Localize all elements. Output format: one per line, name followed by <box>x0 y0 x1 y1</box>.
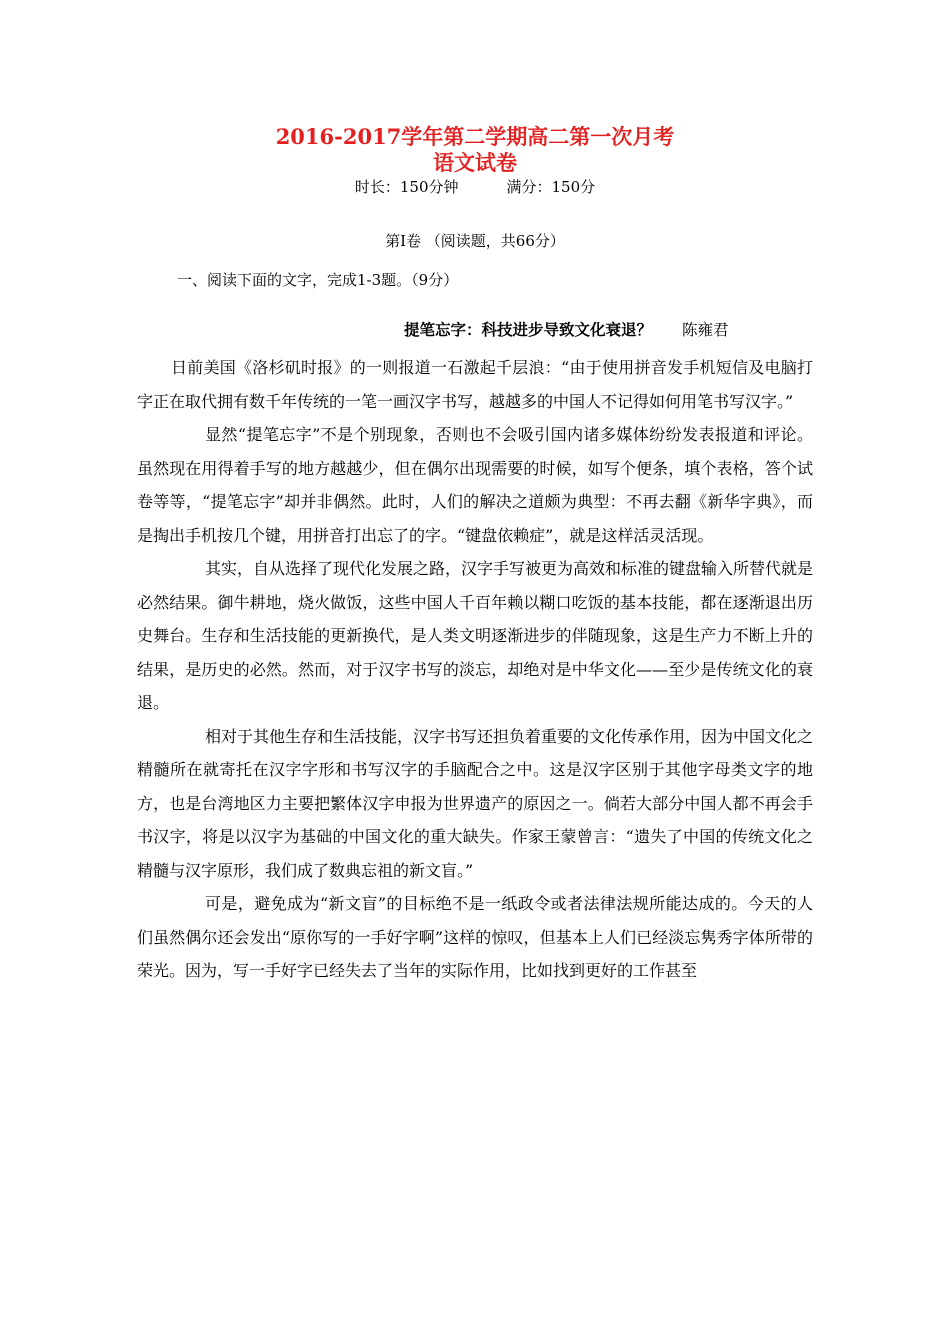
article-paragraph: 日前美国《洛杉矶时报》的一则报道一石激起千层浪：“由于使用拼音发手机短信及电脑打字正在取代拥有数千年传统的一笔一画汉字书写，越越多的中国人不记得如何用笔书写汉字。” <box>137 358 813 411</box>
article-body <box>137 351 813 988</box>
article-paragraph: 显然“提笔忘字”不是个别现象，否则也不会吸引国内诸多媒体纷纷发表报道和评论。虽然现在用得着手写的地方越越少，但在偶尔出现需要的时候，如写个便条，填个表格，答个试卷等等，“提笔忘字”却并非偶然。此时，人们的解决之道颇为典型：不再去翻《新华字典》，而是掏出手机按几个键，用拼音打出忘了的字。“键盘依赖症”，就是这样活灵活现。 <box>137 425 813 545</box>
article-paragraph: 可是，避免成为“新文盲”的目标绝不是一纸政令或者法律法规所能达成的。今天的人们虽然偶尔还会发出“原你写的一手好字啊”这样的惊叹，但基本上人们已经淡忘隽秀字体所带的荣光。因为，写一手好字已经失去了当年的实际作用，比如找到更好的工作甚至 <box>137 894 813 980</box>
exam-subject-title: 语文试卷 <box>433 150 517 175</box>
article-header <box>404 320 729 340</box>
article-paragraph: 相对于其他生存和生活技能，汉字书写还担负着重要的文化传承作用，因为中国文化之精髓所在就寄托在汉字字形和书写汉字的手脑配合之中。这是汉字区别于其他字母类文字的地方，也是台湾地区力主要把繁体汉字申报为世界遗产的原因之一。倘若大部分中国人都不再会手书汉字，将是以汉字为基础的中国文化的重大缺失。作家王蒙曾言：“遗失了中国的传统文化之精髓与汉字原形，我们成了数典忘祖的新文盲。” <box>137 726 814 880</box>
article-title: 提笔忘字：科技进步导致文化衰退？ <box>404 320 653 339</box>
exam-full-score: 满分：150分 <box>506 178 596 196</box>
exam-title: 2016-2017学年第二学期高二第一次月考 <box>275 124 675 149</box>
article-author: 陈雍君 <box>682 321 729 339</box>
article-paragraph: 其实，自从选择了现代化发展之路，汉字手写被更为高效和标准的键盘输入所替代就是必然结果。御牛耕地，烧火做饭，这些中国人千百年赖以糊口吃饭的基本技能，都在逐渐退出历史舞台。生存和生活技能的更新换代，是人类文明逐渐进步的伴随现象，这是生产力不断上升的结果，是历史的必然。然而，对于汉字书写的淡忘，却绝对是中华文化——至少是传统文化的衰退。 <box>137 559 814 712</box>
exam-duration: 时长：150分钟 <box>354 178 459 196</box>
exam-meta <box>0 177 950 197</box>
section-heading: 第Ⅰ卷 （阅读题，共66分） <box>385 232 565 250</box>
question-instruction: 一、阅读下面的文字，完成1-3题。（9分） <box>177 271 459 289</box>
